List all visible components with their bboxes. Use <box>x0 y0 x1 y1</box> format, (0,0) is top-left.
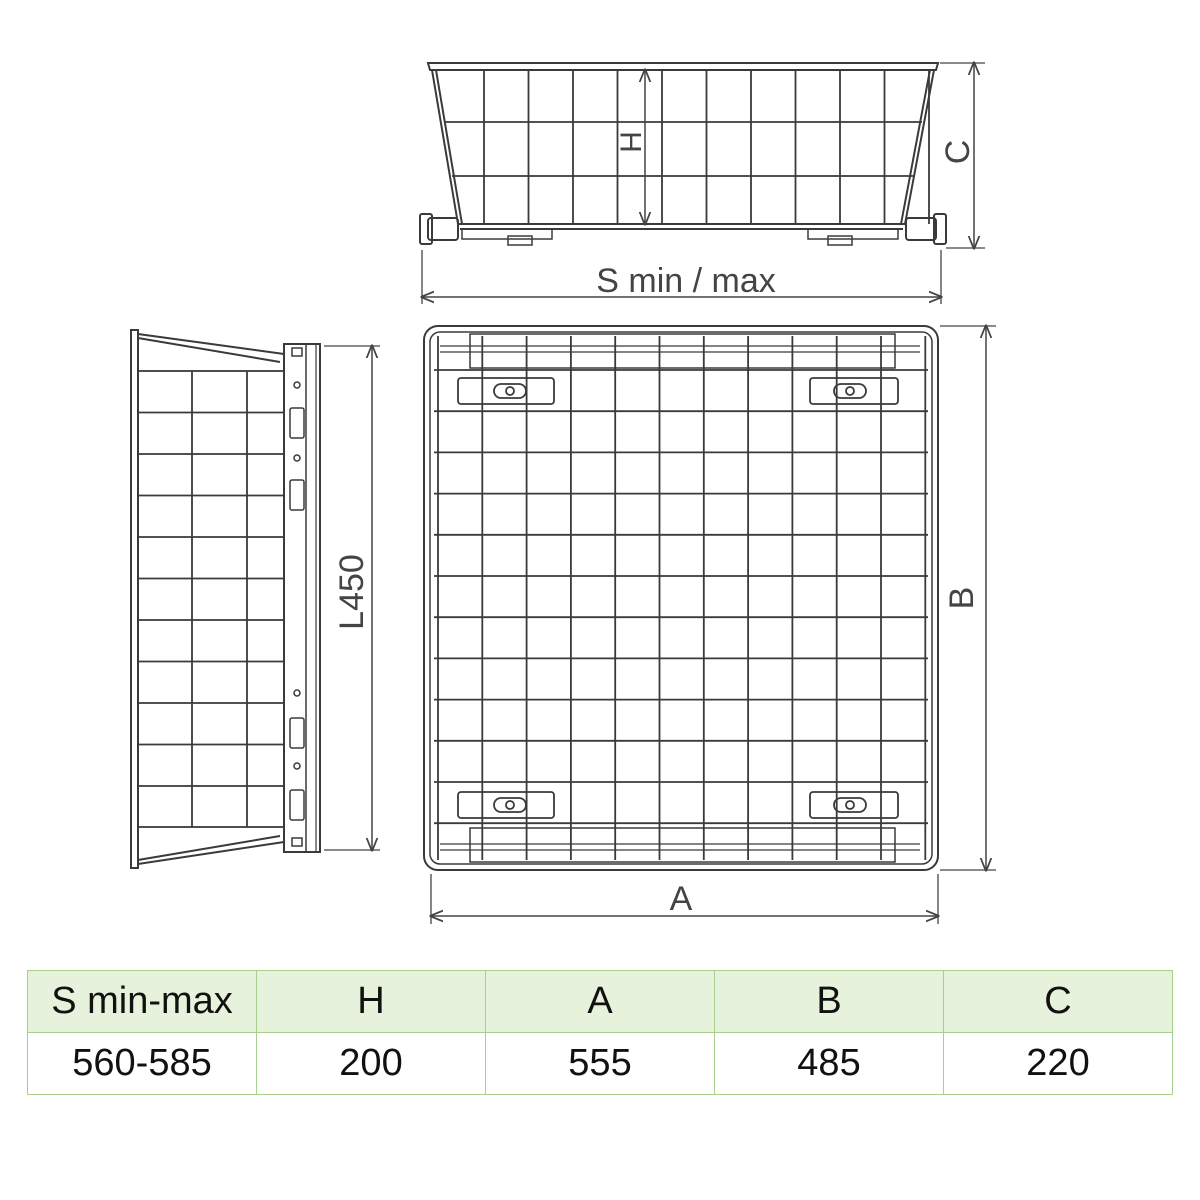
table-values-row <box>28 1033 1173 1095</box>
side-view <box>131 330 320 868</box>
s-label: S min / max <box>596 262 776 300</box>
header-a: A <box>486 971 715 1033</box>
value-h: 200 <box>257 1033 486 1095</box>
value-a: 555 <box>486 1033 715 1095</box>
c-label: C <box>939 139 977 165</box>
clip-tl <box>458 378 554 404</box>
front-view <box>420 63 946 245</box>
value-c: 220 <box>944 1033 1173 1095</box>
clip-bl <box>458 792 554 818</box>
h-dimension <box>614 70 647 224</box>
clip-br <box>810 792 898 818</box>
spec-table <box>27 970 1173 1095</box>
a-label: A <box>669 880 693 918</box>
table-header-row <box>28 971 1173 1033</box>
value-b: 485 <box>715 1033 944 1095</box>
l-label: L450 <box>333 554 371 630</box>
header-h: H <box>257 971 486 1033</box>
b-label: B <box>943 586 981 610</box>
clip-tr <box>810 378 898 404</box>
top-view <box>424 326 938 870</box>
header-s: S min-max <box>28 971 257 1033</box>
value-s: 560-585 <box>28 1033 257 1095</box>
header-c: C <box>944 971 1173 1033</box>
h-label: H <box>613 131 647 153</box>
header-b: B <box>715 971 944 1033</box>
